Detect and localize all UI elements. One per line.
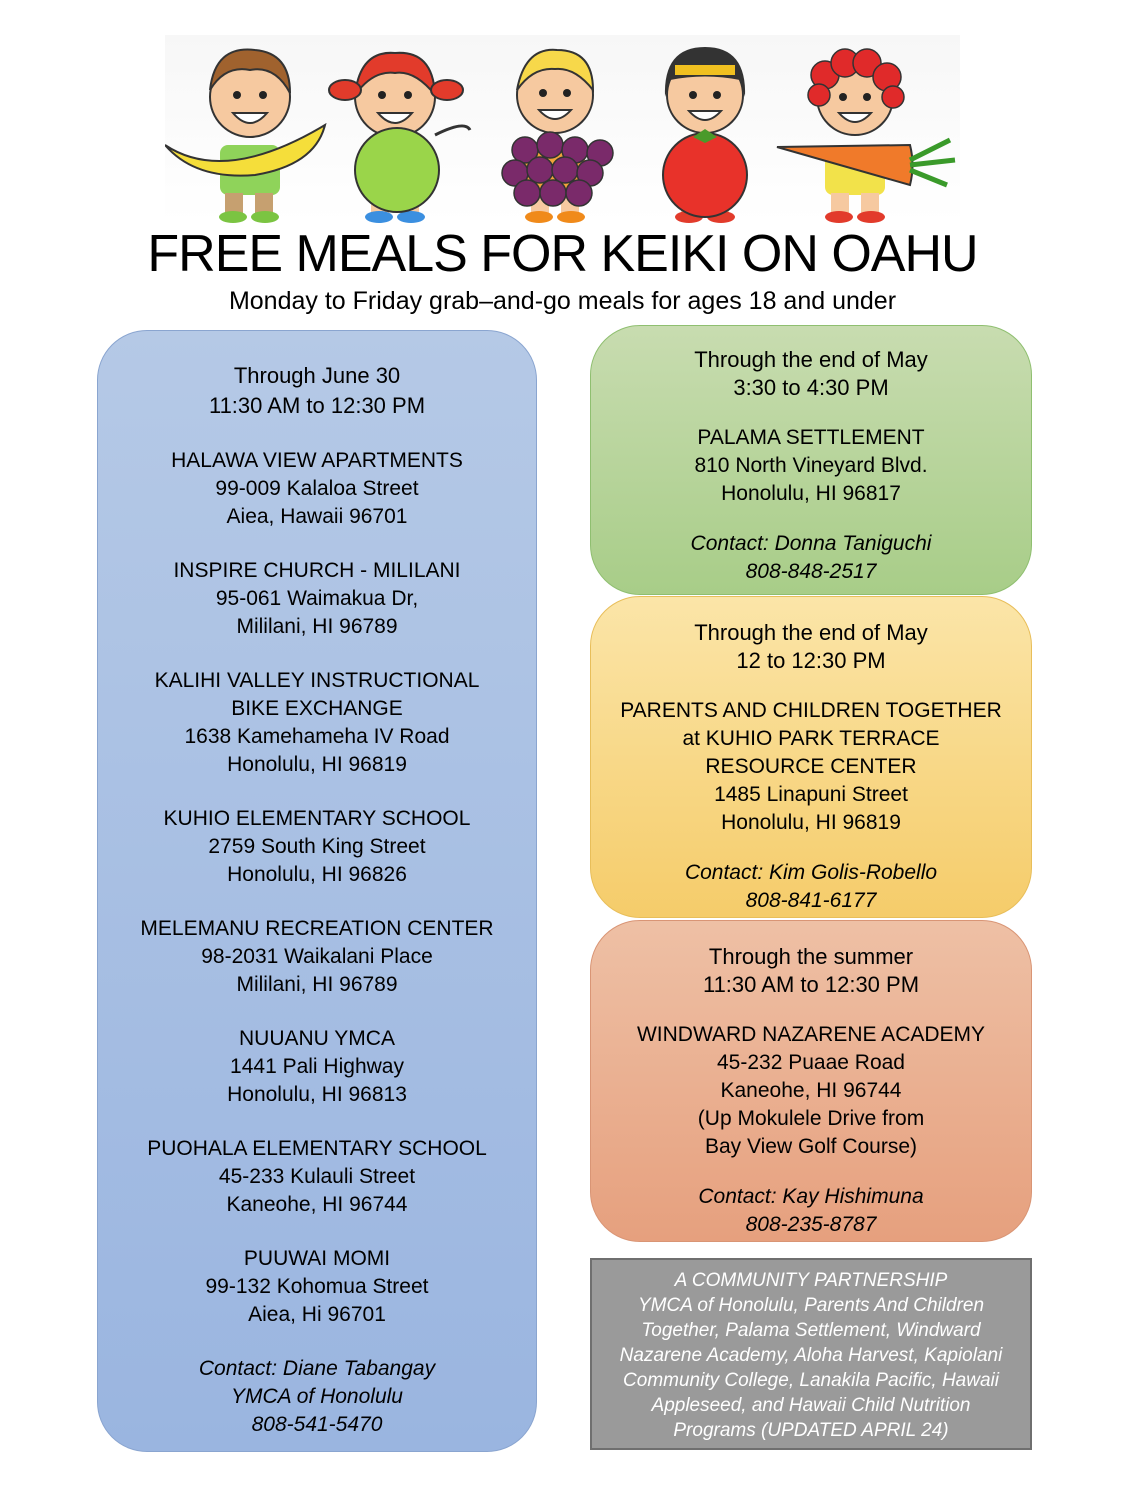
partnership-line: Appleseed, and Hawaii Child Nutrition <box>651 1395 971 1416</box>
contact-org: YMCA of Honolulu <box>231 1385 403 1408</box>
site-city: Kaneohe, HI 96744 <box>226 1193 408 1216</box>
site-address: 2759 South King Street <box>208 835 426 858</box>
site-address: 99-132 Kohomua Street <box>205 1275 429 1298</box>
site-city: Aiea, Hi 96701 <box>248 1303 386 1326</box>
site-name: KALIHI VALLEY INSTRUCTIONAL <box>154 669 480 692</box>
site-city: Aiea, Hawaii 96701 <box>226 505 408 528</box>
site-city: Mililani, HI 96789 <box>236 973 398 996</box>
site-name: HALAWA VIEW APARTMENTS <box>171 449 463 472</box>
partnership-note <box>590 1258 1032 1450</box>
page-title: FREE MEALS FOR KEIKI ON OAHU <box>147 225 978 283</box>
contact-name: Contact: Diane Tabangay <box>198 1357 436 1380</box>
site-address: 810 North Vineyard Blvd. <box>694 454 928 477</box>
panel-period: Through the end of May <box>694 347 928 372</box>
site-city: Honolulu, HI 96813 <box>227 1083 407 1106</box>
site-block <box>98 1025 536 1109</box>
site-name: KUHIO ELEMENTARY SCHOOL <box>163 807 471 830</box>
site-block <box>98 667 536 779</box>
site-block <box>98 805 536 889</box>
partnership-line: YMCA of Honolulu, Parents And Children <box>637 1295 985 1316</box>
contact-name: Contact: Kay Hishimuna <box>698 1185 924 1208</box>
ymca-sites-panel <box>97 330 537 1452</box>
panel-time: 11:30 AM to 12:30 PM <box>702 972 920 997</box>
site-city: Mililani, HI 96789 <box>236 615 398 638</box>
kids-banner-illustration <box>165 35 960 223</box>
contact-name: Contact: Donna Taniguchi <box>690 532 932 555</box>
site-name: PARENTS AND CHILDREN TOGETHER <box>620 699 1002 722</box>
contact-phone: 808-841-6177 <box>745 889 877 912</box>
panel-time: 3:30 to 4:30 PM <box>733 375 889 400</box>
palama-panel <box>590 325 1032 595</box>
panel-period: Through June 30 <box>233 363 401 388</box>
site-city: Kaneohe, HI 96744 <box>720 1079 902 1102</box>
site-block <box>98 1135 536 1219</box>
site-address: 1638 Kamehameha IV Road <box>184 725 450 748</box>
kid-tomato-illustration <box>663 47 747 223</box>
page-subtitle: Monday to Friday grab–and-go meals for ages 18 and under <box>228 287 897 315</box>
partnership-line: Nazarene Academy, Aloha Harvest, Kapiolani <box>619 1345 1003 1366</box>
kid-grapes-illustration <box>502 50 613 223</box>
site-city: Honolulu, HI 96819 <box>227 753 407 776</box>
site-block <box>98 447 536 531</box>
site-address: 45-233 Kulauli Street <box>218 1165 416 1188</box>
site-address: 1485 Linapuni Street <box>714 783 908 806</box>
contact-name: Contact: Kim Golis-Robello <box>684 861 938 884</box>
site-name: MELEMANU RECREATION CENTER <box>140 917 494 940</box>
site-name: PUUWAI MOMI <box>243 1247 391 1270</box>
site-address: 98-2031 Waikalani Place <box>201 945 433 968</box>
site-name: PALAMA SETTLEMENT <box>697 426 925 449</box>
site-address: 45-232 Puaae Road <box>717 1051 905 1074</box>
panel-period: Through the end of May <box>694 620 928 645</box>
windward-panel <box>590 920 1032 1242</box>
partnership-line: A COMMUNITY PARTNERSHIP <box>674 1270 948 1291</box>
contact-phone: 808-235-8787 <box>745 1213 877 1236</box>
site-name: NUUANU YMCA <box>239 1027 395 1050</box>
contact-phone: 808-848-2517 <box>745 560 877 583</box>
site-block <box>98 557 536 641</box>
site-name-line-3: RESOURCE CENTER <box>705 755 917 778</box>
site-name-line-2: BIKE EXCHANGE <box>231 697 403 720</box>
pact-panel <box>590 596 1032 918</box>
site-city: Honolulu, HI 96826 <box>227 863 407 886</box>
contact-phone: 808-541-5470 <box>251 1413 383 1436</box>
site-address: 99-009 Kalaloa Street <box>215 477 419 500</box>
site-block <box>98 1245 536 1329</box>
panel-time: 11:30 AM to 12:30 PM <box>208 393 426 418</box>
kid-carrot-illustration <box>777 49 955 223</box>
partnership-line: Community College, Lanakila Pacific, Hawaii <box>623 1370 999 1391</box>
site-name: PUOHALA ELEMENTARY SCHOOL <box>147 1137 487 1160</box>
kid-banana-illustration <box>165 50 325 224</box>
panel-time: 12 to 12:30 PM <box>736 648 886 673</box>
partnership-line: Programs (UPDATED APRIL 24) <box>673 1420 949 1441</box>
site-directions-2: Bay View Golf Course) <box>704 1135 918 1158</box>
partnership-line: Together, Palama Settlement, Windward <box>641 1320 981 1341</box>
panel-period: Through the summer <box>708 944 914 969</box>
site-address: 95-061 Waimakua Dr, <box>215 587 419 610</box>
site-name: INSPIRE CHURCH - MILILANI <box>173 559 461 582</box>
site-directions: (Up Mokulele Drive from <box>697 1107 925 1130</box>
site-city: Honolulu, HI 96817 <box>721 482 901 505</box>
site-block <box>98 915 536 999</box>
site-name: WINDWARD NAZARENE ACADEMY <box>636 1023 986 1046</box>
site-city: Honolulu, HI 96819 <box>721 811 901 834</box>
site-address: 1441 Pali Highway <box>230 1055 404 1078</box>
kid-apple-illustration <box>329 53 470 223</box>
site-name-line-2: at KUHIO PARK TERRACE <box>682 727 940 750</box>
